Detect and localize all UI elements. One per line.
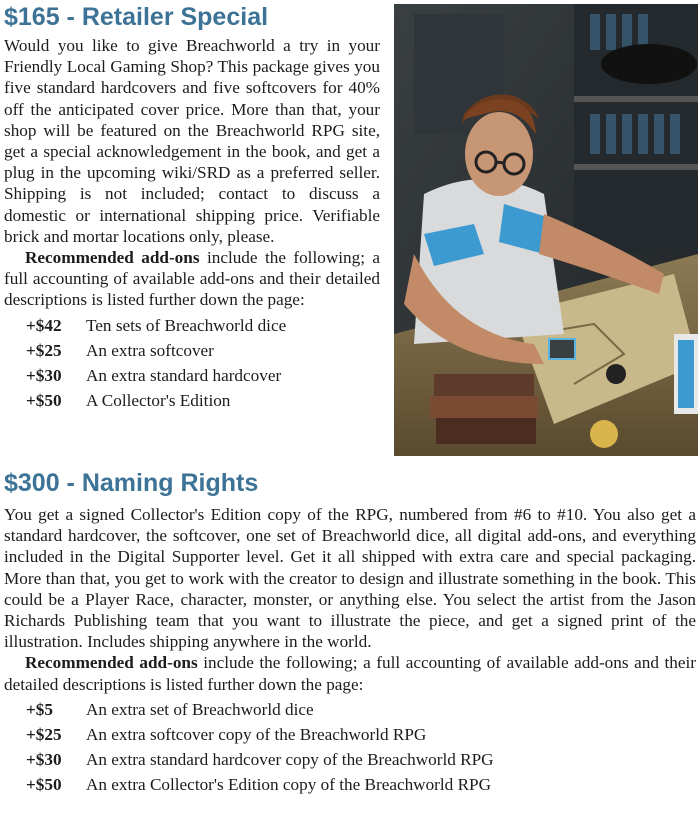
addon-price: +$50 [26, 390, 62, 410]
addon-desc: An extra softcover copy of the Breachworld RPG [86, 724, 427, 744]
addon-desc: An extra Collector's Edition copy of the Breachworld RPG [86, 774, 492, 794]
addon-list [4, 313, 380, 413]
addon-desc: An extra softcover [86, 340, 214, 360]
addon-item [4, 388, 380, 413]
section-naming-rights [4, 468, 696, 797]
illustration-artwork [394, 4, 698, 456]
addon-desc: An extra set of Breachworld dice [86, 699, 314, 719]
addon-item [4, 772, 696, 797]
addon-item [4, 697, 696, 722]
addon-price: +$42 [26, 315, 62, 335]
section-retailer-special [4, 2, 380, 413]
addon-item [4, 722, 696, 747]
character-illustration [394, 4, 698, 456]
addon-item [4, 747, 696, 772]
addon-item [4, 363, 380, 388]
section-body: You get a signed Collector's Edition copy of the RPG, numbered from #6 to #10. You also get a standard hardcover, the softcover, one set of Breachworld dice, all digital add-ons, and everything included in the Digital Supporter level. Get it all shipped with extra care and special packaging. More than that, you get to work with the creator to design and illustrate something in the book. This could be a Player Race, character, monster, or anything else. You select the artist from the Jason Richards Publishing team that you want to illustrate the piece, and get a signed print of the illustration. Includes shipping anywhere in the world. [4, 505, 696, 652]
recommended-text: include the following; a full accounting of available add-ons and their detailed descriptions is listed further down the page: [4, 248, 381, 310]
addon-price: +$5 [26, 699, 53, 719]
recommended-text: include the following; a full accounting of available add-ons and their detailed descriptions is listed further down the page: [4, 653, 696, 694]
addon-price: +$30 [26, 365, 62, 385]
addon-price: +$25 [26, 724, 62, 744]
addon-price: +$30 [26, 749, 62, 769]
addon-desc: A Collector's Edition [86, 390, 231, 410]
addon-item [4, 338, 380, 363]
section-heading: $300 - Naming Rights [4, 469, 259, 497]
section-heading: $165 - Retailer Special [4, 3, 269, 31]
addon-desc: An extra standard hardcover copy of the Breachworld RPG [86, 749, 494, 769]
addon-price: +$50 [26, 774, 62, 794]
addon-price: +$25 [26, 340, 62, 360]
addon-desc: Ten sets of Breachworld dice [86, 315, 287, 335]
recommended-addons-intro [4, 652, 696, 694]
section-body: Would you like to give Breachworld a try in your Friendly Local Gaming Shop? This package gives you five standard hardcovers and five softcovers for 40% off the anticipated cover price. More than that, your shop will be featured on the Breachworld RPG site, get a special acknowledgement in the book, and get a plug in the upcoming wiki/SRD as a preferred seller. Shipping is not included; contact to discuss a domestic or international shipping price. Verifiable brick and mortar locations only, please. [4, 36, 380, 246]
addon-list [4, 697, 696, 797]
addon-desc: An extra standard hardcover [86, 365, 282, 385]
addon-item [4, 313, 380, 338]
recommended-label: Recommended add-ons [25, 248, 200, 268]
recommended-addons-intro [4, 247, 380, 311]
recommended-label: Recommended add-ons [25, 653, 198, 673]
